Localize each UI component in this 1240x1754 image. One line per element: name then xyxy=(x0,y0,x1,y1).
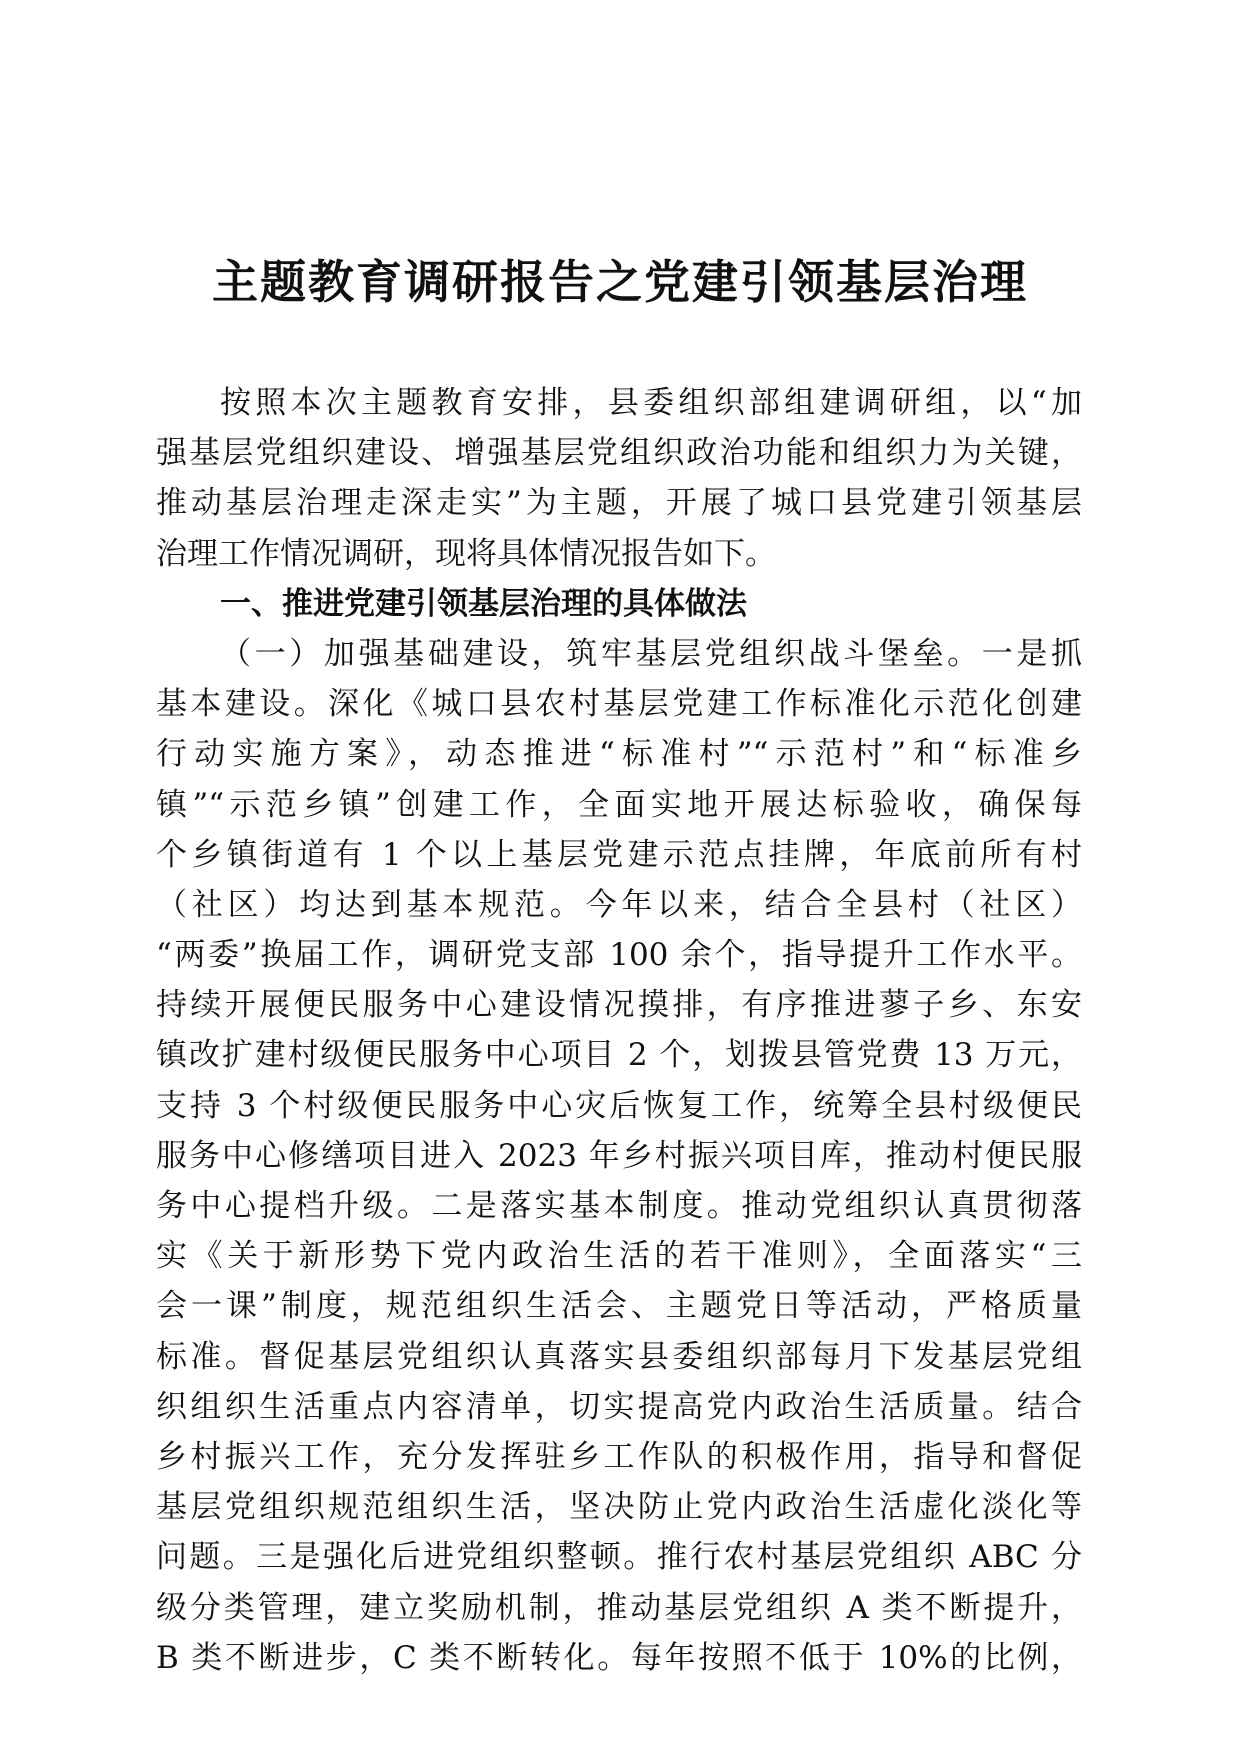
body-line: 支持 3 个村级便民服务中心灾后恢复工作，统筹全县村级便民 xyxy=(156,1087,1082,1124)
body-line: 乡村振兴工作，充分发挥驻乡工作队的积极作用，指导和督促 xyxy=(156,1438,1082,1475)
body-line: 基本建设。深化《城口县农村基层党建工作标准化示范化创建 xyxy=(156,686,1082,723)
document-body xyxy=(156,378,1082,1683)
intro-line: 推动基层治理走深走实”为主题，开展了城口县党建引领基层 xyxy=(156,485,1082,522)
body-line: （一）加强基础建设，筑牢基层党组织战斗堡垒。一是抓 xyxy=(220,635,1082,672)
body-line: 镇改扩建村级便民服务中心项目 2 个，划拨县管党费 13 万元， xyxy=(156,1037,1082,1074)
body-line: 实《关于新形势下党内政治生活的若干准则》，全面落实“三 xyxy=(156,1238,1082,1275)
section-heading: 一、推进党建引领基层治理的具体做法 xyxy=(220,585,747,622)
body-line: 织组织生活重点内容清单，切实提高党内政治生活质量。结合 xyxy=(156,1388,1082,1425)
body-line: 个乡镇街道有 1 个以上基层党建示范点挂牌，年底前所有村 xyxy=(156,836,1082,873)
body-line: 服务中心修缮项目进入 2023 年乡村振兴项目库，推动村便民服 xyxy=(156,1137,1082,1174)
body-line: 持续开展便民服务中心建设情况摸排，有序推进蓼子乡、东安 xyxy=(156,987,1082,1024)
intro-line: 按照本次主题教育安排，县委组织部组建调研组，以“加 xyxy=(220,385,1082,421)
body-line: （社区）均达到基本规范。今年以来，结合全县村（社区） xyxy=(156,886,1082,923)
body-line: 级分类管理，建立奖励机制，推动基层党组织 A 类不断提升， xyxy=(156,1589,1082,1626)
body-line: 基层党组织规范组织生活，坚决防止党内政治生活虚化淡化等 xyxy=(156,1489,1082,1526)
document-title: 主题教育调研报告之党建引领基层治理 xyxy=(212,255,1028,309)
intro-line: 治理工作情况调研，现将具体情况报告如下。 xyxy=(156,535,776,572)
intro-line: 强基层党组织建设、增强基层党组织政治功能和组织力为关键， xyxy=(156,435,1082,472)
body-line: “两委”换届工作，调研党支部 100 余个，指导提升工作水平。 xyxy=(156,937,1082,974)
body-line: 务中心提档升级。二是落实基本制度。推动党组织认真贯彻落 xyxy=(156,1188,1082,1224)
body-line: 标准。督促基层党组织认真落实县委组织部每月下发基层党组 xyxy=(156,1338,1082,1375)
body-line: 会一课”制度，规范组织生活会、主题党日等活动，严格质量 xyxy=(156,1288,1082,1325)
body-line: 镇”“示范乡镇”创建工作，全面实地开展达标验收，确保每 xyxy=(156,786,1082,823)
body-line: B 类不断进步，C 类不断转化。每年按照不低于 10%的比例， xyxy=(156,1639,1082,1676)
body-line: 问题。三是强化后进党组织整顿。推行农村基层党组织 ABC 分 xyxy=(156,1539,1082,1576)
body-line: 行动实施方案》，动态推进“标准村”“示范村”和“标准乡 xyxy=(156,736,1082,773)
